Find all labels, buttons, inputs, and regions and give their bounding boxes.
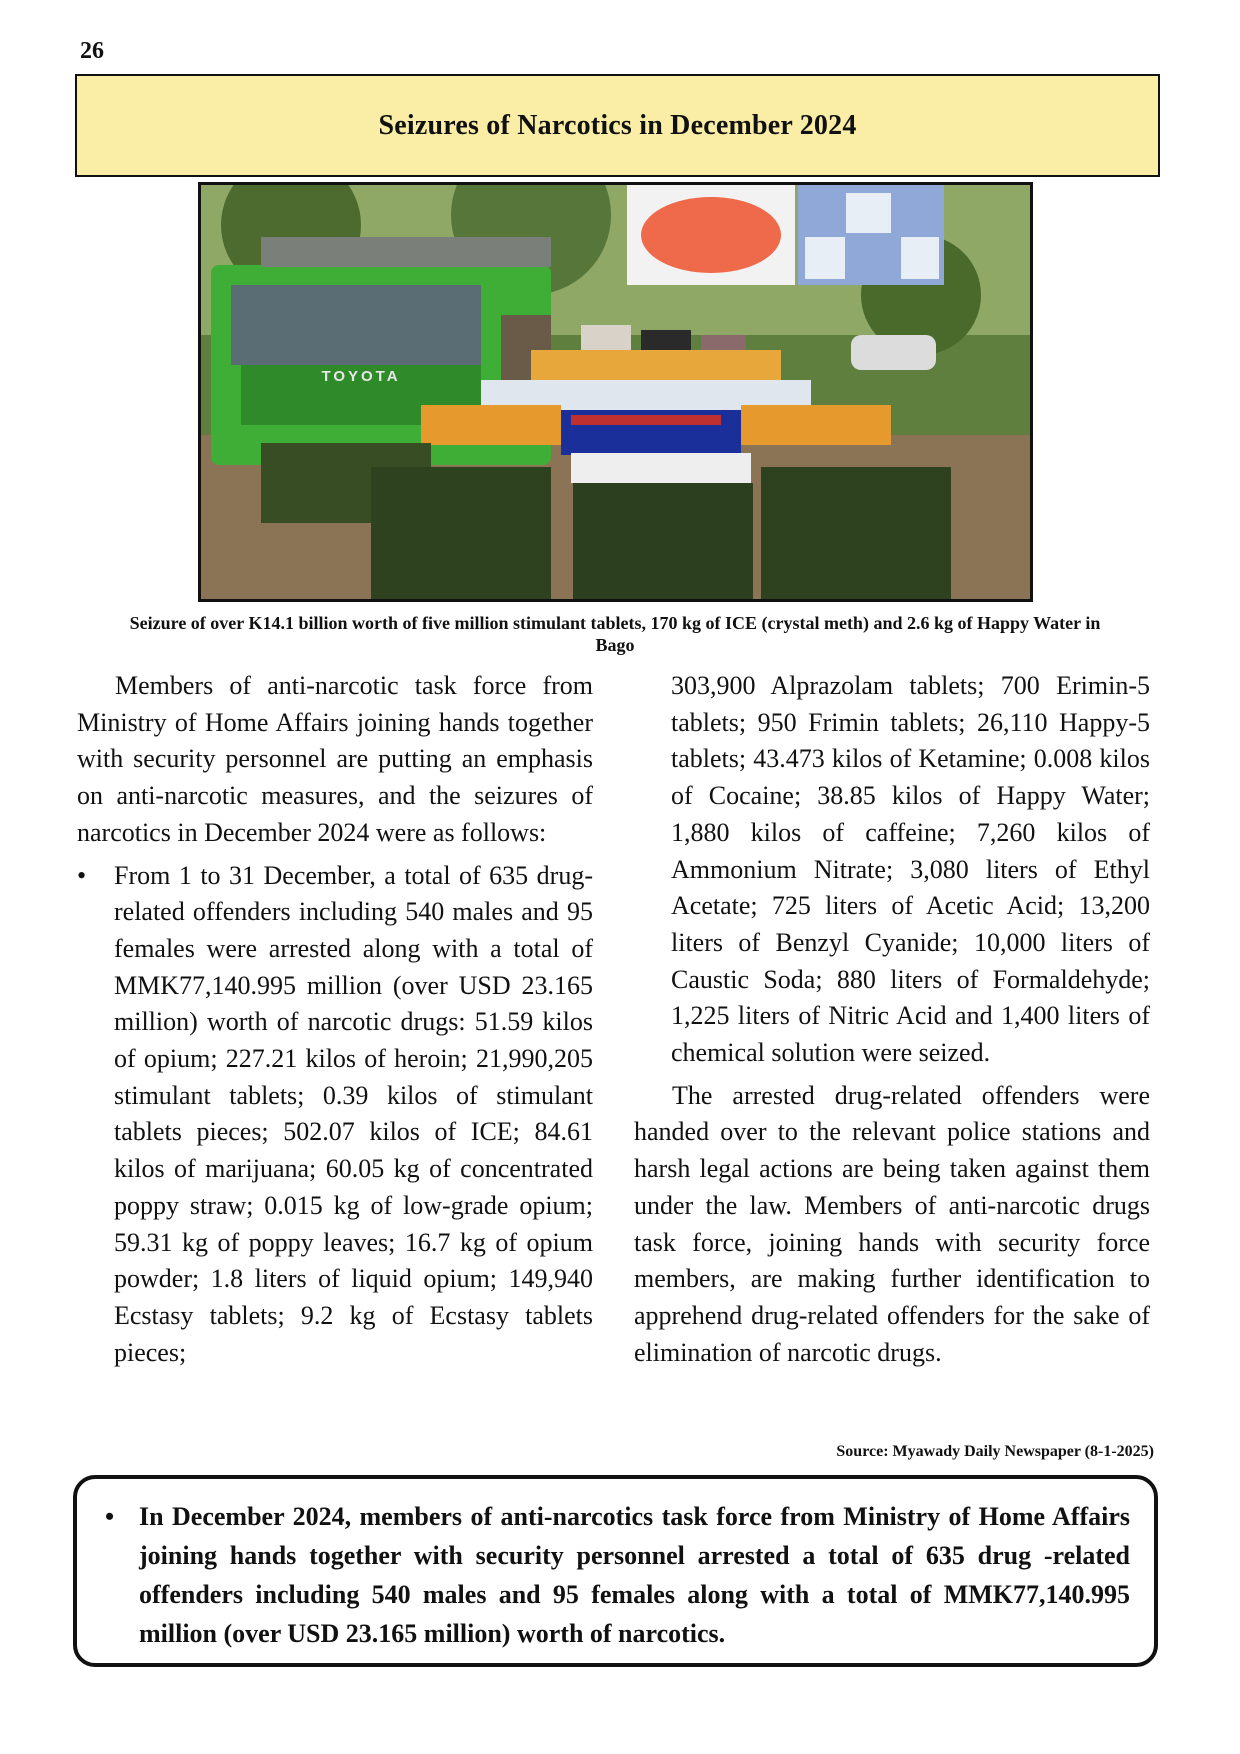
green-box — [371, 467, 551, 599]
package-stack — [531, 350, 781, 380]
green-box — [573, 483, 753, 599]
orange-tablets — [641, 197, 781, 273]
seizure-photo-illustration — [201, 185, 1030, 599]
truck-brand-text: TOYOTA — [321, 368, 401, 385]
package-stack — [741, 405, 891, 445]
intro-paragraph: Members of anti-narcotic task force from Ministry of Home Affairs joining hands together with security personnel are putting an emphasis on anti-narcotic measures, and the seizures of narcotics in December 2024 were as follows: — [77, 671, 593, 847]
tea-package-icon — [901, 237, 939, 279]
list-item — [77, 858, 593, 1372]
seizure-details-part2: 303,900 Alprazolam tablets; 700 Erimin-5 tablets; 950 Frimin tablets; 26,110 Happy-5 tablets; 43.473 kilos of Ketamine; 0.008 kilos of Cocaine; 38.85 kilos of Happy Water; 1,880 kilos of caffeine; 7,260 kilos of Ammonium Nitrate; 3,080 liters of Ethyl Acetate; 725 liters of Acetic Acid; 13,200 liters of Benzyl Cyanide; 10,000 liters of Caustic Soda; 880 liters of Formaldehyde; 1,225 liters of Nitric Acid and 1,400 liters of chemical solution were seized. — [671, 671, 1150, 1068]
summary-item — [97, 1497, 1130, 1653]
page-title: Seizures of Narcotics in December 2024 — [378, 109, 857, 141]
closing-paragraph: The arrested drug-related offenders were handed over to the relevant police stations and harsh legal actions are being taken against them under the law. Members of anti-narcotic drugs task force, joining hands with security force members, are making further identification to apprehend drug-related offenders for the sake of elimination of narcotic drugs. — [634, 1080, 1150, 1367]
bullet-marker: • — [77, 860, 87, 890]
photo-caption: Seizure of over K14.1 billion worth of five million stimulant tablets, 170 kg of ICE (crystal meth) and 2.6 kg of Happy Water in Bago — [129, 613, 1101, 655]
package-stack — [571, 415, 721, 425]
right-column — [634, 668, 1150, 1371]
summary-box — [73, 1475, 1158, 1667]
truck-cargo-rack — [261, 237, 551, 267]
summary-text: In December 2024, members of anti-narcotics task force from Ministry of Home Affairs joining hands together with security personnel arrested a total of 635 drug -related offenders including 540 males and 95 females along with a total of MMK77,140.995 million (over USD 23.165 million) worth of narcotics. — [139, 1502, 1130, 1648]
left-column — [77, 668, 593, 1371]
tea-package-icon — [805, 237, 845, 279]
tea-package-icon — [846, 193, 891, 233]
parked-car — [851, 335, 936, 370]
source-citation: Source: Myawady Daily Newspaper (8-1-2025) — [836, 1443, 1154, 1460]
bullet-marker: • — [105, 1502, 115, 1531]
white-table — [571, 453, 751, 483]
page-number: 26 — [80, 38, 104, 64]
seizure-photo — [198, 182, 1033, 602]
title-banner — [75, 74, 1160, 177]
seizure-list — [77, 858, 593, 1372]
seizure-details-part1: From 1 to 31 December, a total of 635 drug-related offenders including 540 males and 95 females were arrested along with a total of MMK77,140.995 million (over USD 23.165 million) worth of narcotic drugs: 51.59 kilos of opium; 227.21 kilos of heroin; 21,990,205 stimulant tablets; 0.39 kilos of stimulant tablets pieces; 502.07 kilos of ICE; 84.61 kilos of marijuana; 60.05 kg of concentrated poppy straw; 0.015 kg of low-grade opium; 59.31 kg of poppy leaves; 16.7 kg of opium powder; 1.8 liters of liquid opium; 149,940 Ecstasy tablets; 9.2 kg of Ecstasy tablets pieces; — [114, 860, 593, 1367]
green-box — [761, 467, 951, 599]
package-stack — [421, 405, 561, 445]
truck-windshield — [231, 285, 481, 365]
